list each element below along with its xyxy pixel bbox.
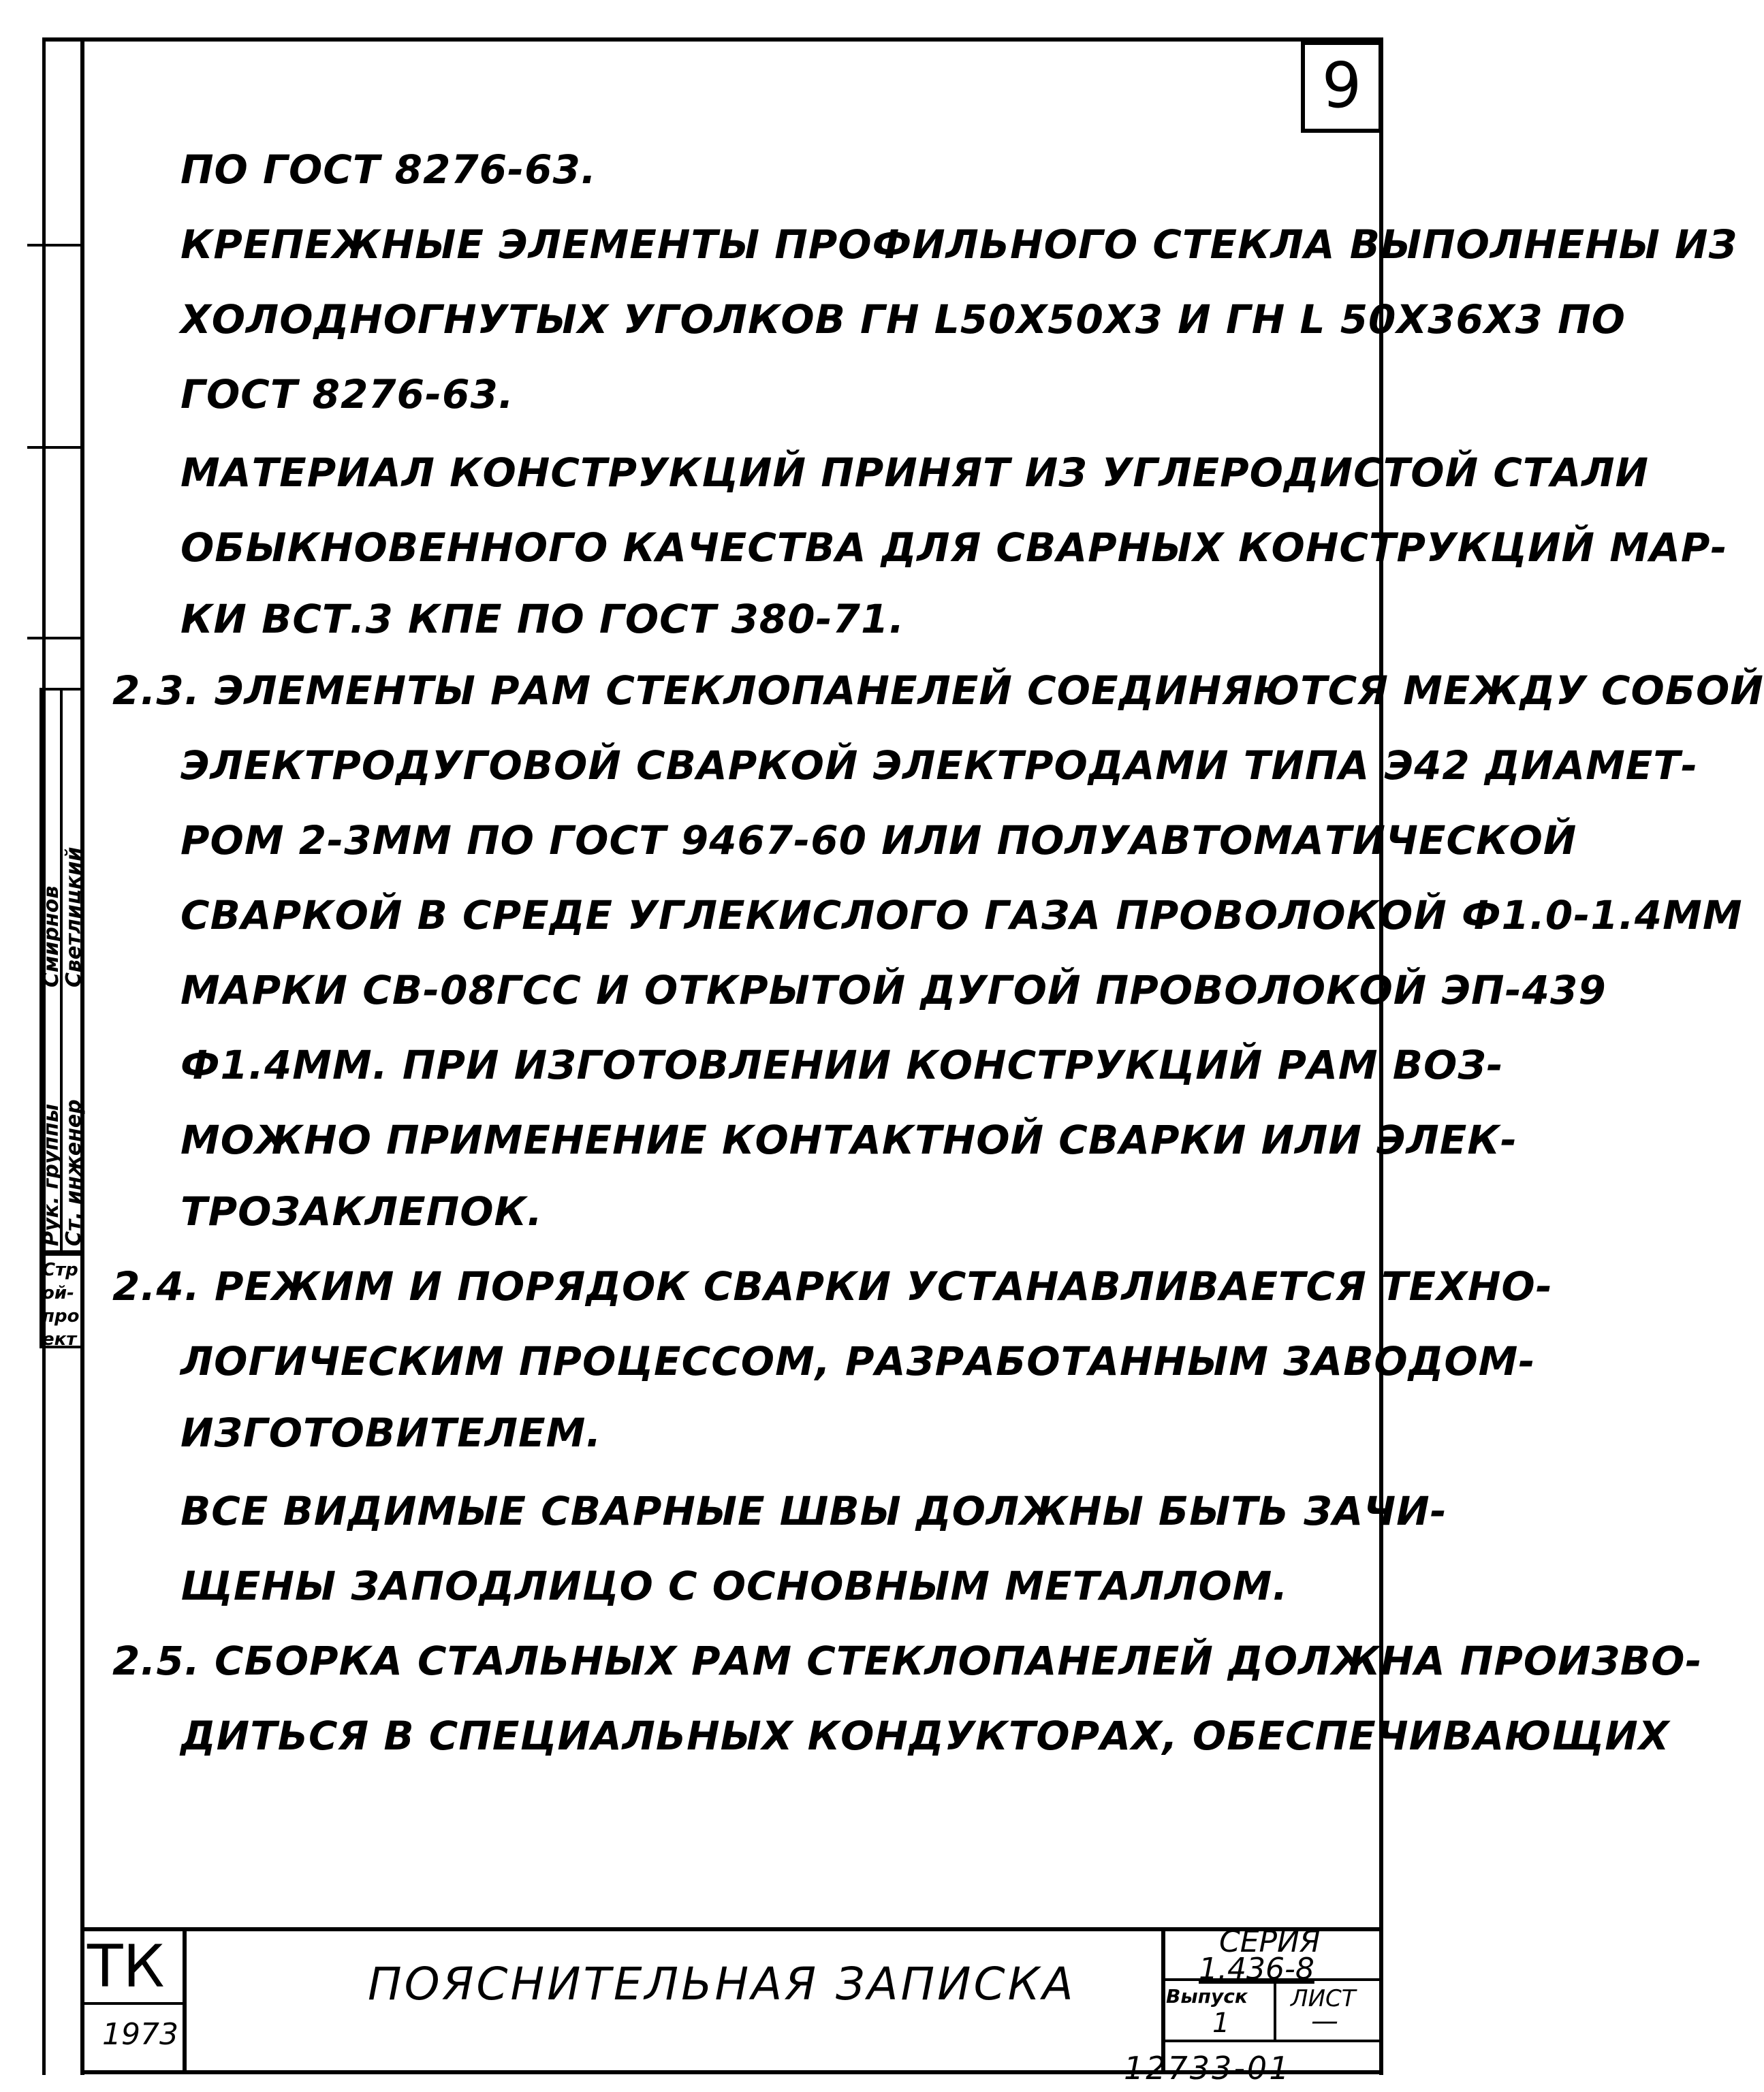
title-block-top (80, 1927, 1383, 1931)
text-line: ЩЕНЫ ЗАПОДЛИЦО С ОСНОВНЫМ МЕТАЛЛОМ. (180, 1563, 1289, 1609)
text-line: МОЖНО ПРИМЕНЕНИЕ КОНТАКТНОЙ СВАРКИ ИЛИ ЭЛЕК- (180, 1117, 1517, 1163)
text-line: ИЗГОТОВИТЕЛЕМ. (180, 1410, 602, 1456)
text-line: 2.3. ЭЛЕМЕНТЫ РАМ СТЕКЛОПАНЕЛЕЙ СОЕДИНЯЮТСЯ МЕЖДУ СОБОЙ (112, 667, 1764, 714)
side-stamp (40, 688, 86, 1369)
text-line: ВСЕ ВИДИМЫЕ СВАРНЫЕ ШВЫ ДОЛЖНЫ БЫТЬ ЗАЧИ- (180, 1488, 1447, 1534)
text-line: МАТЕРИАЛ КОНСТРУКЦИЙ ПРИНЯТ ИЗ УГЛЕРОДИСТОЙ СТАЛИ (180, 449, 1650, 496)
tick (27, 637, 80, 639)
title-block-bottom-right (1161, 2040, 1383, 2042)
text-line: МАРКИ СВ-08ГСС И ОТКРЫТОЙ ДУГОЙ ПРОВОЛОКОЙ ЭП-439 (180, 967, 1607, 1013)
footer-code: 12733-01 (1124, 2050, 1291, 2087)
title-block-div-1 (183, 1927, 187, 2074)
text-line: ОБЫКНОВЕННОГО КАЧЕСТВА ДЛЯ СВАРНЫХ КОНСТРУКЦИЙ МАР- (180, 524, 1728, 571)
side-stamp-role-2: Ст. инженер (62, 1099, 86, 1246)
text-line: 2.4. РЕЖИМ И ПОРЯДОК СВАРКИ УСТАНАВЛИВАЕТСЯ ТЕХНО- (112, 1263, 1553, 1310)
document-title: ПОЯСНИТЕЛЬНАЯ ЗАПИСКА (368, 1958, 1076, 2010)
text-line: ХОЛОДНОГНУТЫХ УГОЛКОВ ГН L50Х50Х3 И ГН L 50Х36Х3 ПО (180, 296, 1626, 343)
sheet-value: — (1311, 2006, 1338, 2037)
sheet-label: ЛИСТ (1291, 1985, 1356, 2012)
tick (27, 244, 80, 247)
text-line: КИ ВСТ.3 КПЕ ПО ГОСТ 380-71. (180, 596, 905, 642)
text-line: ПО ГОСТ 8276-63. (180, 146, 597, 193)
year: 1973 (102, 2017, 178, 2052)
text-line: ГОСТ 8276-63. (180, 371, 514, 417)
text-line: СВАРКОЙ В СРЕДЕ УГЛЕКИСЛОГО ГАЗА ПРОВОЛОКОЙ Ф1.0-1.4ММ (180, 892, 1743, 938)
org-code: ТК (87, 1933, 165, 2001)
title-block-mid-left (80, 2002, 183, 2005)
text-line: 2.5. СБОРКА СТАЛЬНЫХ РАМ СТЕКЛОПАНЕЛЕЙ ДОЛЖНА ПРОИЗВО- (112, 1638, 1703, 1684)
text-line: РОМ 2-3ММ ПО ГОСТ 9467-60 ИЛИ ПОЛУАВТОМАТИЧЕСКОЙ (180, 817, 1577, 863)
text-line: ДИТЬСЯ В СПЕЦИАЛЬНЫХ КОНДУКТОРАХ, ОБЕСПЕЧИВАЮЩИХ (180, 1713, 1670, 1759)
frame-top (42, 37, 1383, 42)
side-stamp-org: Строй-проект (42, 1260, 80, 1350)
side-stamp-name-2: Светлицкий (62, 846, 86, 987)
issue-value: 1 (1212, 2008, 1230, 2039)
text-line: КРЕПЕЖНЫЕ ЭЛЕМЕНТЫ ПРОФИЛЬНОГО СТЕКЛА ВЫПОЛНЕНЫ ИЗ (180, 221, 1737, 268)
series-label: СЕРИЯ (1219, 1924, 1321, 1959)
text-line: ТРОЗАКЛЕПОК. (180, 1188, 543, 1235)
text-line: ЭЛЕКТРОДУГОВОЙ СВАРКОЙ ЭЛЕКТРОДАМИ ТИПА Э42 ДИАМЕТ- (180, 742, 1699, 789)
text-line: Ф1.4ММ. ПРИ ИЗГОТОВЛЕНИИ КОНСТРУКЦИЙ РАМ ВОЗ- (180, 1042, 1504, 1088)
text-line: ЛОГИЧЕСКИМ ПРОЦЕССОМ, РАЗРАБОТАННЫМ ЗАВОДОМ- (180, 1338, 1536, 1384)
issue-label: Выпуск (1166, 1985, 1248, 2008)
side-stamp-name-1: Смирнов (40, 885, 63, 987)
title-block-issue-div (1274, 1978, 1276, 2040)
side-stamp-role-1: Рук. группы (40, 1103, 63, 1246)
sheet-number: 9 (1301, 41, 1383, 133)
series-value: 1.436-8 (1199, 1952, 1314, 1986)
tick (27, 446, 80, 449)
